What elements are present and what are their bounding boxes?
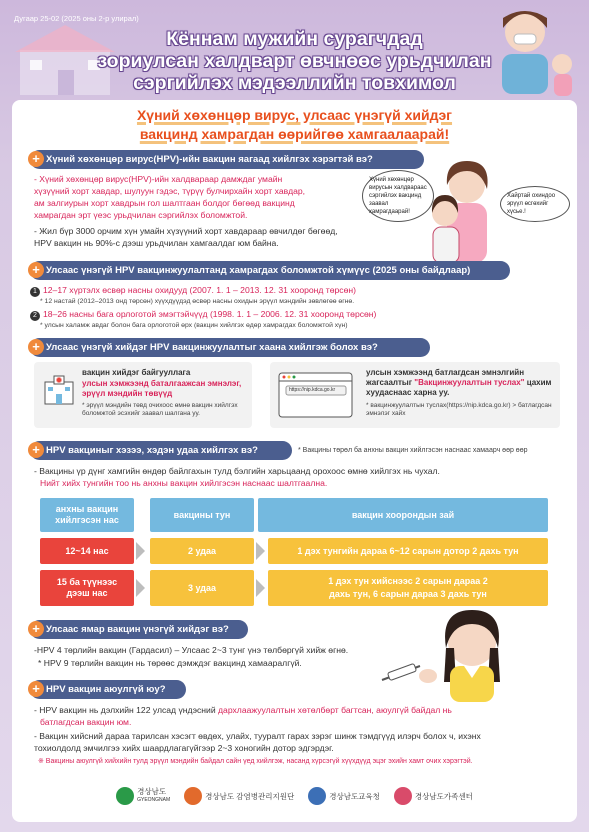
text-line: ам залгиурын хорт хавдрын гол шалтгаан болдог бөгөөд вакцинд: [34, 198, 295, 208]
row1-interval: 1 дэх тунгийн дараа 6~12 сарын дотор 2 дахь тун: [268, 538, 548, 564]
online-text: [366, 368, 556, 398]
clinic-info-box: [34, 362, 252, 428]
hospital-icon: [42, 374, 76, 406]
online-info-box: [270, 362, 560, 428]
logo-infection-center: [184, 787, 294, 805]
arrow-icon: [256, 542, 265, 560]
footer-logos: [12, 776, 577, 816]
safety-red-text: дархлаажуулалтын хөтөлбөрт багтсан, аюулгүй байдал нь: [218, 705, 452, 715]
section-title: HPV вакцин аюулгүй юу?: [46, 684, 166, 695]
clinic-title: вакцин хийдэг байгууллага: [82, 368, 191, 377]
logo-name: 경상남도가족센터: [414, 791, 473, 801]
text-line: хамрагдан эрт үеэс урьдчилан сэргийлэх боломжтой.: [34, 210, 248, 220]
text-line: - Вакцин хийсний дараа тарилсан хэсэгт өвдөх, улайх, тууралт гарах зэрэг шинж тэмдгүүд илэрч болох ч, ихэнх: [34, 731, 481, 741]
logo-name: 경상남도 감염병관리지원단: [205, 791, 295, 801]
table-header-interval: вакцин хоорондын зай: [258, 498, 548, 532]
plus-icon: +: [28, 151, 44, 167]
row1-dose: 2 удаа: [150, 538, 254, 564]
number-badge: 2: [30, 311, 40, 321]
subtitle-line-2: вакцинд хамрагдан өөрийгөө хамгаалаарай!: [139, 126, 450, 142]
subtitle-line-1: Хүний хөхөнцөр вирус, улсаас үнэгүй хийдэг: [136, 107, 453, 123]
plus-icon: +: [28, 681, 44, 697]
section-eligible: [30, 261, 510, 280]
logo-education-office: [308, 787, 380, 805]
content-card: [12, 100, 577, 822]
eligible-note-2: * улсын халамж авдаг болон бага орлоготой өрх (вакцин хийлгэх өдөр хамрагдах боломжтой хүн): [40, 322, 348, 329]
url-text[interactable]: https://nip.kdca.go.kr: [289, 387, 336, 393]
browser-window-icon: [278, 372, 353, 418]
online-text-1: улсын хэмжээнд батлагдсан эмнэлгийн жагсаалтыг: [366, 368, 525, 387]
online-text-2: цахим хуудаснаас харна уу.: [366, 378, 552, 397]
number-badge: 1: [30, 287, 40, 297]
which-paragraph: -HPV 4 төрлийн вакцин (Гардасил) – Улсаас 2~3 тунг үнэ төлбөргүй хийж өгнө.: [34, 645, 349, 655]
speech-bubble-right: Хайртай охиндоо эрүүл өсгөхийг хүсье.!: [500, 186, 570, 222]
safety-paragraph-2: [34, 730, 574, 754]
text-line: - Жил бүр 3000 орчим хүн умайн хүзүүний хорт хавдараар өвчилдөг бөгөөд,: [34, 226, 338, 236]
issue-label: Дугаар 25-02 (2025 оны 2-р улирал): [14, 14, 139, 23]
safety-text: - HPV вакцин нь дэлхийн 122 улсад үндэсний: [34, 705, 219, 715]
online-note: * вакцинжуулалтын туслах(https://nip.kdca.go.kr) > батлагдсан эмнэлэг хайх: [366, 402, 552, 417]
page-title: [0, 28, 589, 94]
gyeongnam-logo-icon: [116, 787, 134, 805]
speech-bubble-left: Хүний хөхөнцөр вирусын халдвараас сэргийлэх вакцинд заавал хамрагдаарай!: [362, 170, 434, 222]
section-title: Хүний хөхөнцөр вирус(HPV)-ийн вакцин яагаад хийлгэх хэрэгтэй вэ?: [46, 154, 373, 165]
subtitle: [12, 106, 577, 144]
text-line: HPV вакцин нь 90%-с дээш урьдчилан хамгаалдаг юм байна.: [34, 238, 279, 248]
text-line: тохиолдолд эмчилгээ хийх шаардлагагүйгээр 2~3 хоногийн дотор эдгэрдэг.: [34, 743, 334, 753]
infection-center-logo-icon: [184, 787, 202, 805]
when-red-line: Нийт хийх тунгийн тоо нь анхны вакцин хийлгэсэн наснаас шалтгаална.: [40, 478, 328, 488]
when-side-note: * Вакцины төрөл ба анхны вакцин хийлгэсэн наснаас хамаарч өөр өөр: [298, 447, 528, 454]
eligible-text: 12–17 хүртэлх өсвөр насны охидууд (2007. 1. 1 – 2013. 12. 31 хооронд төрсөн): [43, 285, 356, 295]
safety-red-line: батлагдсан вакцин юм.: [40, 717, 132, 727]
arrow-icon: [256, 579, 265, 597]
education-office-logo-icon: [308, 787, 326, 805]
plus-icon: +: [28, 339, 44, 355]
logo-family-center: [394, 787, 473, 805]
logo-name: 경상남도: [137, 787, 167, 796]
section-when: [30, 441, 292, 460]
which-note: * HPV 9 төрлийн вакцин нь төрөөс дэмждэг вакцинд хамааралгүй.: [38, 658, 302, 668]
logo-name: 경상남도교육청: [329, 791, 380, 801]
row2-dose: 3 удаа: [150, 570, 254, 606]
eligible-item-2: [30, 308, 530, 321]
clinic-note: * эрүүл мэндийн төвд очихоос өмнө вакцин хийлгэх боломжтой эсэхийг заавал шалгана уу.: [82, 402, 238, 417]
section-title: Улсаас үнэгүй хийдэг HPV вакцинжуулалтыг хаана хийлгэж болох вэ?: [46, 342, 378, 353]
logo-text: [137, 788, 170, 804]
table-header-age: анхны вакцин хийлгэсэн нас: [40, 498, 134, 532]
section-title: Улсаас ямар вакцин үнэгүй хийдэг вэ?: [46, 624, 229, 635]
table-header-dose: вакцины тун: [150, 498, 254, 532]
when-paragraph: - Вакцины үр дүнг хамгийн өндөр байлгахын тулд бэлгийн харьцаанд орохоос өмнө хийлгэх нь чухал.: [34, 466, 440, 476]
text-line: - Хүний хөхөнцөр вирус(HPV)-ийн халдвараар дамждаг умайн: [34, 174, 283, 184]
plus-icon: +: [28, 262, 44, 278]
row1-age: 12~14 нас: [40, 538, 134, 564]
girl-with-syringe-illustration: [380, 602, 570, 702]
plus-icon: +: [28, 442, 44, 458]
row2-age: 15 ба түүнээс дээш нас: [40, 570, 134, 606]
section-safety: [30, 680, 186, 699]
section-where: [30, 338, 430, 357]
arrow-icon: [136, 542, 145, 560]
logo-gyeongnam: [116, 787, 170, 805]
section-title: HPV вакциныг хэзээ, хэдэн удаа хийлгэх вэ?: [46, 445, 258, 456]
safety-paragraph-1: [34, 704, 564, 716]
section-title: Улсаас үнэгүй HPV вакцинжуулалтанд хамрагдах боломжтой хүмүүс (2025 оны байдлаар): [46, 265, 471, 276]
family-center-logo-icon: [394, 787, 412, 805]
plus-icon: +: [28, 621, 44, 637]
row2-interval: 1 дэх тун хийснээс 2 сарын дараа 2 дахь тун, 6 сарын дараа 3 дахь тун: [268, 570, 548, 606]
arrow-icon: [136, 579, 145, 597]
why-paragraph-2: [34, 225, 379, 249]
why-paragraph-1: [34, 173, 374, 221]
text-line: хүзүүний хорт хавдар, шулуун гэдэс, түрүү булчирхайн хорт хавдар,: [34, 186, 306, 196]
title-line-2: зориулсан халдварт өвчнөөс урьдчилан: [97, 50, 492, 72]
title-line-1: Кённам мужийн сурагчдад: [166, 28, 423, 50]
clinic-red-text: улсын хэмжээнд баталгаажсан эмнэлэг, эрүүл мэндийн төвүүд: [82, 379, 242, 398]
eligible-item-1: [30, 284, 530, 297]
logo-sub: GYEONGNAM: [137, 797, 171, 803]
vaccination-helper-link[interactable]: "Вакцинжуулалтын туслах": [414, 378, 525, 387]
eligible-text: 18–26 насны бага орлоготой эмэгтэйчүүд (1998. 1. 1 – 2006. 12. 31 хооронд төрсөн): [43, 309, 377, 319]
title-line-3: сэргийлэх мэдээллийн товхимол: [133, 72, 456, 94]
eligible-note-1: * 12 настай (2012–2013 онд төрсөн) хүүхдүүдэд өсвөр насны охидын эрүүл мэндийн зөвлөгөө өгнө.: [40, 298, 355, 305]
section-why-vaccine: [30, 150, 424, 169]
section-which-vaccine: [30, 620, 248, 639]
safety-note: ※ Вакцины аюулгүй хийхийн тулд эрүүл мэндийн байдал сайн үед хийлгэж, насанд хүрсэгүй хүүхдүүд эцэг эхийн хамт очих хэрэгтэй.: [38, 758, 473, 765]
